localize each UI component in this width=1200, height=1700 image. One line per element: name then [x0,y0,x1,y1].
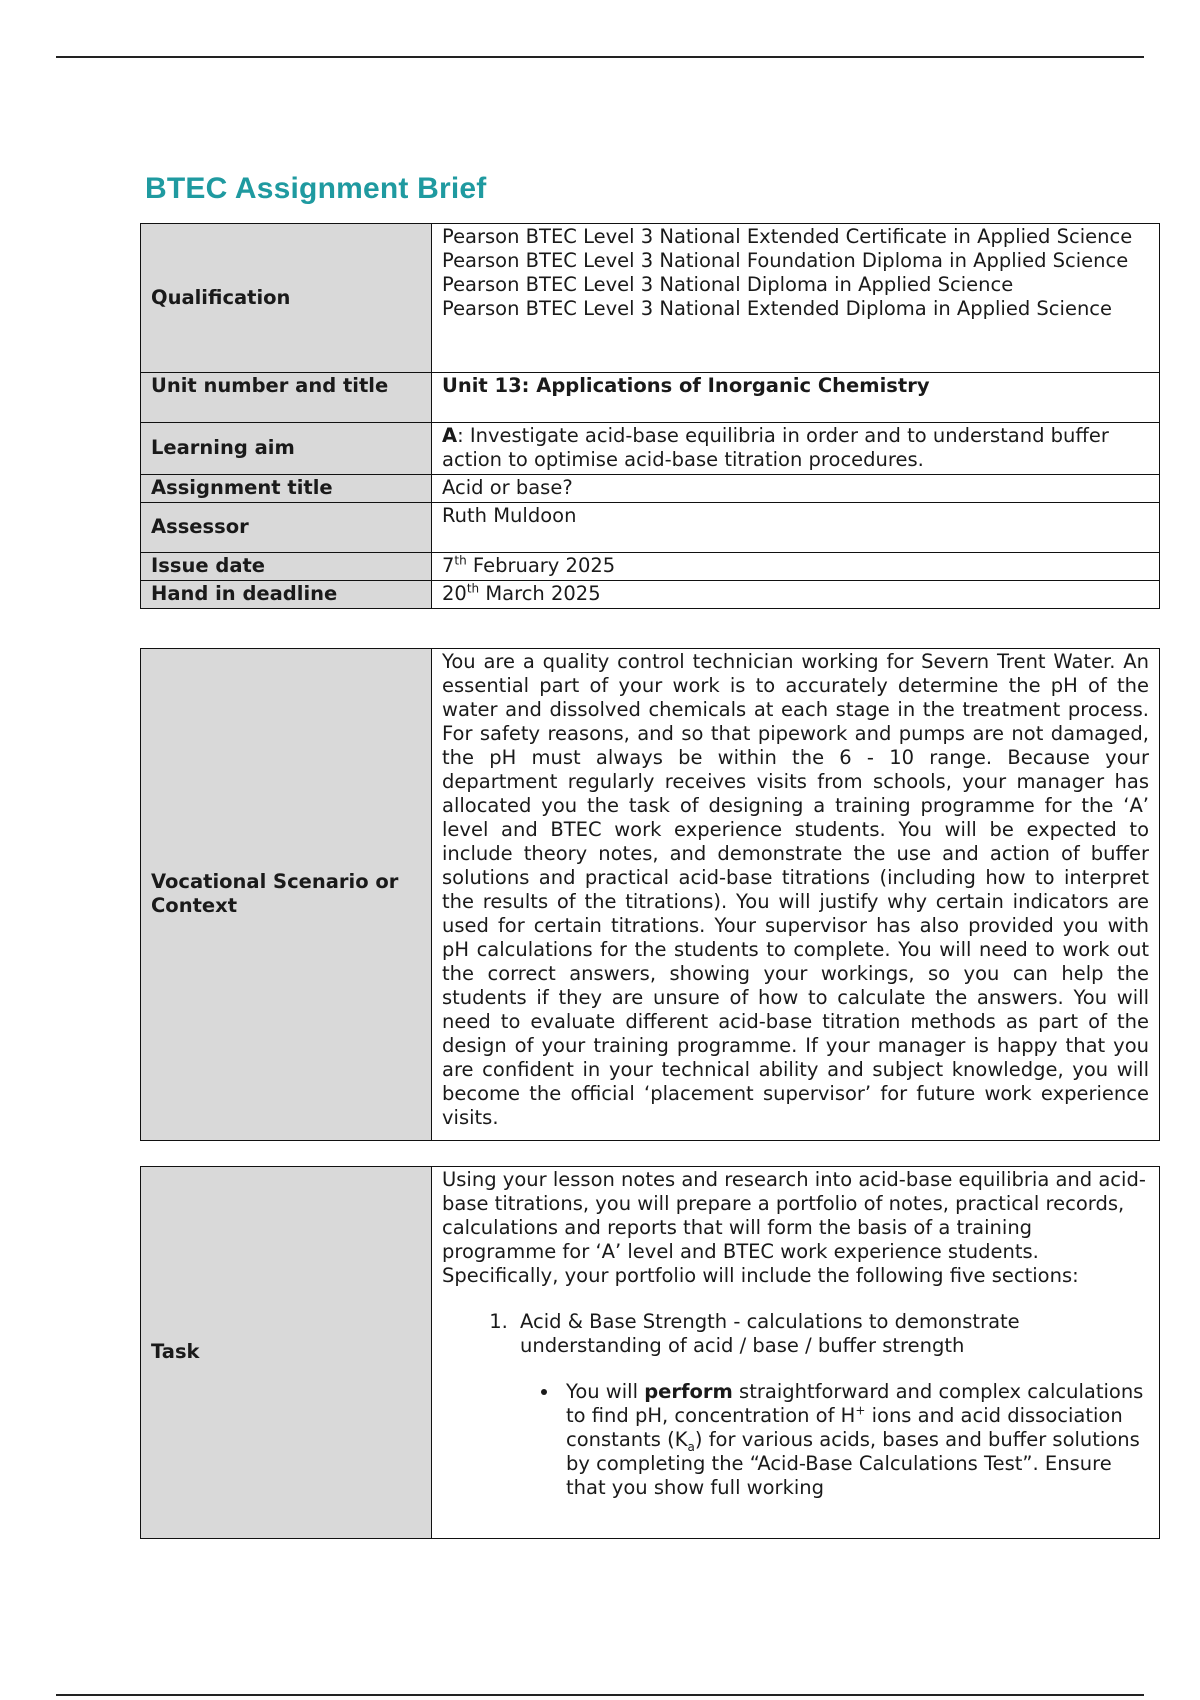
assessor-label: Assessor [141,503,432,553]
learning-aim-letter: A [442,424,458,447]
task-table [140,1166,1160,1539]
scenario-text: You are a quality control technician working for Severn Trent Water. An essential part of your work is to accurately determine the pH of the water and dissolved chemicals at each stage in the treatment process. For safety reasons, and so that pipework and pumps are not damaged, the pH must always be within the 6 - 10 range. Because your department regularly receives visits from schools, your manager has allocated you the task of designing a training programme for the ‘A’ level and BTEC work experience students. You will be expected to include theory notes, and demonstrate the use and action of buffer solutions and practical acid-base titrations (including how to interpret the results of the titrations). You will justify why certain indicators are used for certain titrations. Your supervisor has also provided you with pH calculations for the students to complete. You will need to work out the correct answers, showing your workings, so you can help the students if they are unsure of how to calculate the answers. You will need to evaluate different acid-base titration methods as part of the design of your training programme. If your manager is happy that you are confident in your technical ability and subject knowledge, you will become the official ‘placement supervisor’ for future work experience visits. [432,649,1160,1141]
bullet-text-start: You will [566,1380,645,1403]
learning-aim-label: Learning aim [141,423,432,475]
learning-aim-value [432,423,1160,475]
qualification-line: Pearson BTEC Level 3 National Extended Certificate in Applied Science [442,225,1133,248]
assessor-row [141,503,1160,553]
page-title: BTEC Assignment Brief [145,172,487,205]
issue-date-value [432,553,1160,581]
deadline-value [432,581,1160,609]
task-row [141,1167,1160,1539]
footer-rule [56,1694,1144,1696]
qualification-row [141,224,1160,373]
task-section-list [442,1310,1149,1500]
qualification-line: Pearson BTEC Level 3 National Extended Diploma in Applied Science [442,297,1113,320]
deadline-day: 20 [442,582,467,605]
ka-subscript: a [687,1439,695,1454]
bullet-text-end: ) for various acids, bases and buffer solutions by completing the “Acid-Base Calculations Test”. Ensure that you show full working [566,1428,1140,1499]
assessor-value: Ruth Muldoon [432,503,1160,553]
task-section-item [514,1310,1149,1500]
scenario-row [141,649,1160,1141]
scenario-label: Vocational Scenario or Context [141,649,432,1141]
issue-month-year: February 2025 [466,554,616,577]
task-section-1-text: Acid & Base Strength - calculations to demonstrate understanding of acid / base / buffer strength [520,1310,1020,1357]
bullet-text-middle-2: ions and acid dissociation constants (K [566,1404,1123,1451]
issue-day: 7 [442,554,455,577]
qualification-line: Pearson BTEC Level 3 National Foundation Diploma in Applied Science [442,249,1129,272]
qualification-line: Pearson BTEC Level 3 National Diploma in Applied Science [442,273,1014,296]
qualification-label: Qualification [141,224,432,373]
assignment-title-value: Acid or base? [432,475,1160,503]
task-bullet-list [520,1380,1149,1500]
task-intro: Using your lesson notes and research into acid-base equilibria and acid-base titrations, you will prepare a portfolio of notes, practical records, calculations and reports that will form the basis of a training programme for ‘A’ level and BTEC work experience students. Specifically, your portfolio will include the following five sections: [442,1168,1146,1287]
unit-row [141,373,1160,423]
header-rule [56,56,1144,58]
assignment-info-table [140,223,1160,609]
task-label: Task [141,1167,432,1539]
bullet-text-middle: straightforward and complex calculations to find pH, concentration of H [566,1380,1144,1427]
task-bullet-item [560,1380,1149,1500]
learning-aim-text: : Investigate acid-base equilibria in order and to understand buffer action to optimise acid-base titration procedures. [442,424,1109,471]
bullet-emphasis: perform [644,1380,733,1403]
qualification-value [432,224,1160,373]
assignment-title-row [141,475,1160,503]
issue-day-suffix: th [454,553,467,568]
unit-value: Unit 13: Applications of Inorganic Chemistry [432,373,1160,423]
issue-date-label: Issue date [141,553,432,581]
deadline-month-year: March 2025 [479,582,601,605]
deadline-row [141,581,1160,609]
learning-aim-row [141,423,1160,475]
deadline-day-suffix: th [466,581,480,596]
task-content [432,1167,1160,1539]
assignment-title-label: Assignment title [141,475,432,503]
hydrogen-ion-charge: + [855,1403,866,1418]
issue-date-row [141,553,1160,581]
unit-label: Unit number and title [141,373,432,423]
scenario-table [140,648,1160,1141]
deadline-label: Hand in deadline [141,581,432,609]
